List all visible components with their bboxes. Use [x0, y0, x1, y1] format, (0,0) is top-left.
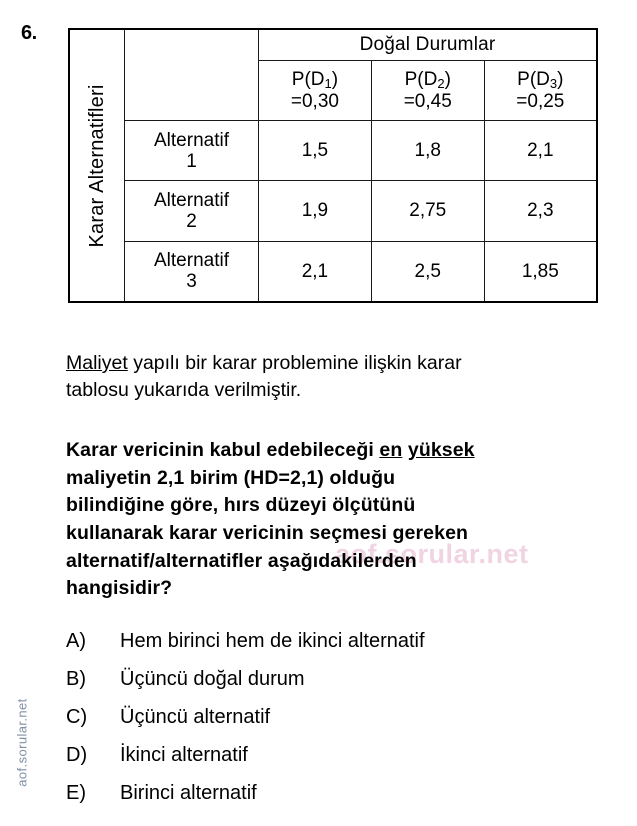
intro-text-rest: yapılı bir karar problemine ilişkin karar [127, 352, 462, 374]
intro-line-2: tablosu yukarıda verilmiştir. [66, 378, 302, 401]
prompt-line-3: bilindiğine göre, hırs düzeyi ölçütünü [66, 494, 416, 517]
prob-value-d3: =0,25 [516, 90, 565, 112]
prompt-line-5: alternatif/alternatifler aşağıdakilerden [66, 549, 417, 572]
row-axis-label: Karar Alternatifleri [85, 84, 108, 247]
question-prompt [66, 437, 633, 603]
decision-table-container [68, 28, 598, 303]
row-label-word-2: Alternatif [154, 189, 229, 211]
option-a[interactable] [66, 630, 633, 668]
cell-alt3-d1: 2,1 [259, 241, 372, 302]
side-watermark: aof.sorular.net [14, 698, 30, 787]
row-label-alternatif-1 [125, 121, 259, 181]
option-c-letter: C) [66, 706, 88, 728]
column-header-d1 [259, 60, 372, 120]
prob-close-d2: ) [444, 69, 451, 91]
prob-close-d3: ) [557, 69, 564, 91]
row-label-alternatif-2 [125, 181, 259, 241]
intro-underlined-word: Maliyet [66, 352, 128, 374]
table-row [69, 121, 597, 181]
row-label-alternatif-3 [125, 241, 259, 302]
option-c[interactable] [66, 706, 633, 744]
row-label-number-1: 1 [186, 150, 197, 172]
option-c-label: Üçüncü alternatif [120, 706, 271, 728]
option-e-letter: E) [66, 782, 86, 804]
option-d-letter: D) [66, 744, 88, 766]
prob-label-d1: P(D [291, 69, 325, 91]
prob-subscript-d3: 3 [549, 76, 558, 92]
cell-alt2-d1: 1,9 [259, 181, 372, 241]
column-header-d2 [371, 60, 484, 120]
cell-alt3-d2: 2,5 [371, 241, 484, 302]
prompt-underline-yuksek: yüksek [407, 439, 475, 461]
prob-close-d1: ) [331, 69, 339, 91]
prob-subscript-d1: 1 [324, 76, 332, 92]
group-header-cell: Doğal Durumlar [259, 29, 598, 60]
row-label-number-2: 2 [186, 210, 197, 232]
option-e[interactable] [66, 782, 633, 820]
prompt-line-6: hangisidir? [66, 577, 173, 600]
option-b-letter: B) [66, 668, 86, 690]
prob-value-d1: =0,30 [290, 90, 339, 112]
row-label-word-3: Alternatif [154, 250, 229, 272]
options-list [66, 630, 633, 820]
option-a-label: Hem birinci hem de ikinci alternatif [120, 630, 425, 652]
row-axis-label-cell [69, 29, 125, 302]
table-row [69, 181, 597, 241]
option-b[interactable] [66, 668, 633, 706]
corner-blank-cell [125, 29, 259, 121]
intro-paragraph [66, 350, 633, 404]
option-b-label: Üçüncü doğal durum [120, 668, 305, 690]
cell-alt2-d3: 2,3 [484, 181, 597, 241]
prob-label-d3: P(D [517, 69, 550, 91]
prompt-line-4: kullanarak karar vericinin seçmesi gereken [66, 522, 469, 545]
row-label-number-3: 3 [186, 271, 197, 293]
cell-alt2-d2: 2,75 [371, 181, 484, 241]
prob-value-d2: =0,45 [403, 90, 452, 112]
question-number: 6. [21, 22, 37, 44]
column-header-d3 [484, 60, 597, 120]
prompt-line1-before: Karar vericinin kabul edebileceği [66, 439, 380, 461]
prompt-line-2: maliyetin 2,1 birim (HD=2,1) olduğu [66, 466, 396, 489]
cell-alt3-d3: 1,85 [484, 241, 597, 302]
option-d[interactable] [66, 744, 633, 782]
cell-alt1-d3: 2,1 [484, 121, 597, 181]
decision-table [68, 28, 598, 303]
prob-label-d2: P(D [404, 69, 438, 91]
table-row-group-header [69, 29, 597, 60]
center-watermark: aof.sorular.net [335, 539, 529, 569]
row-label-word-1: Alternatif [154, 129, 229, 151]
cell-alt1-d1: 1,5 [259, 121, 372, 181]
prompt-underline-en: en [379, 439, 403, 461]
option-d-label: İkinci alternatif [120, 744, 248, 766]
option-a-letter: A) [66, 630, 86, 652]
table-row [69, 241, 597, 302]
cell-alt1-d2: 1,8 [371, 121, 484, 181]
prob-subscript-d2: 2 [437, 76, 445, 92]
option-e-label: Birinci alternatif [120, 782, 257, 804]
